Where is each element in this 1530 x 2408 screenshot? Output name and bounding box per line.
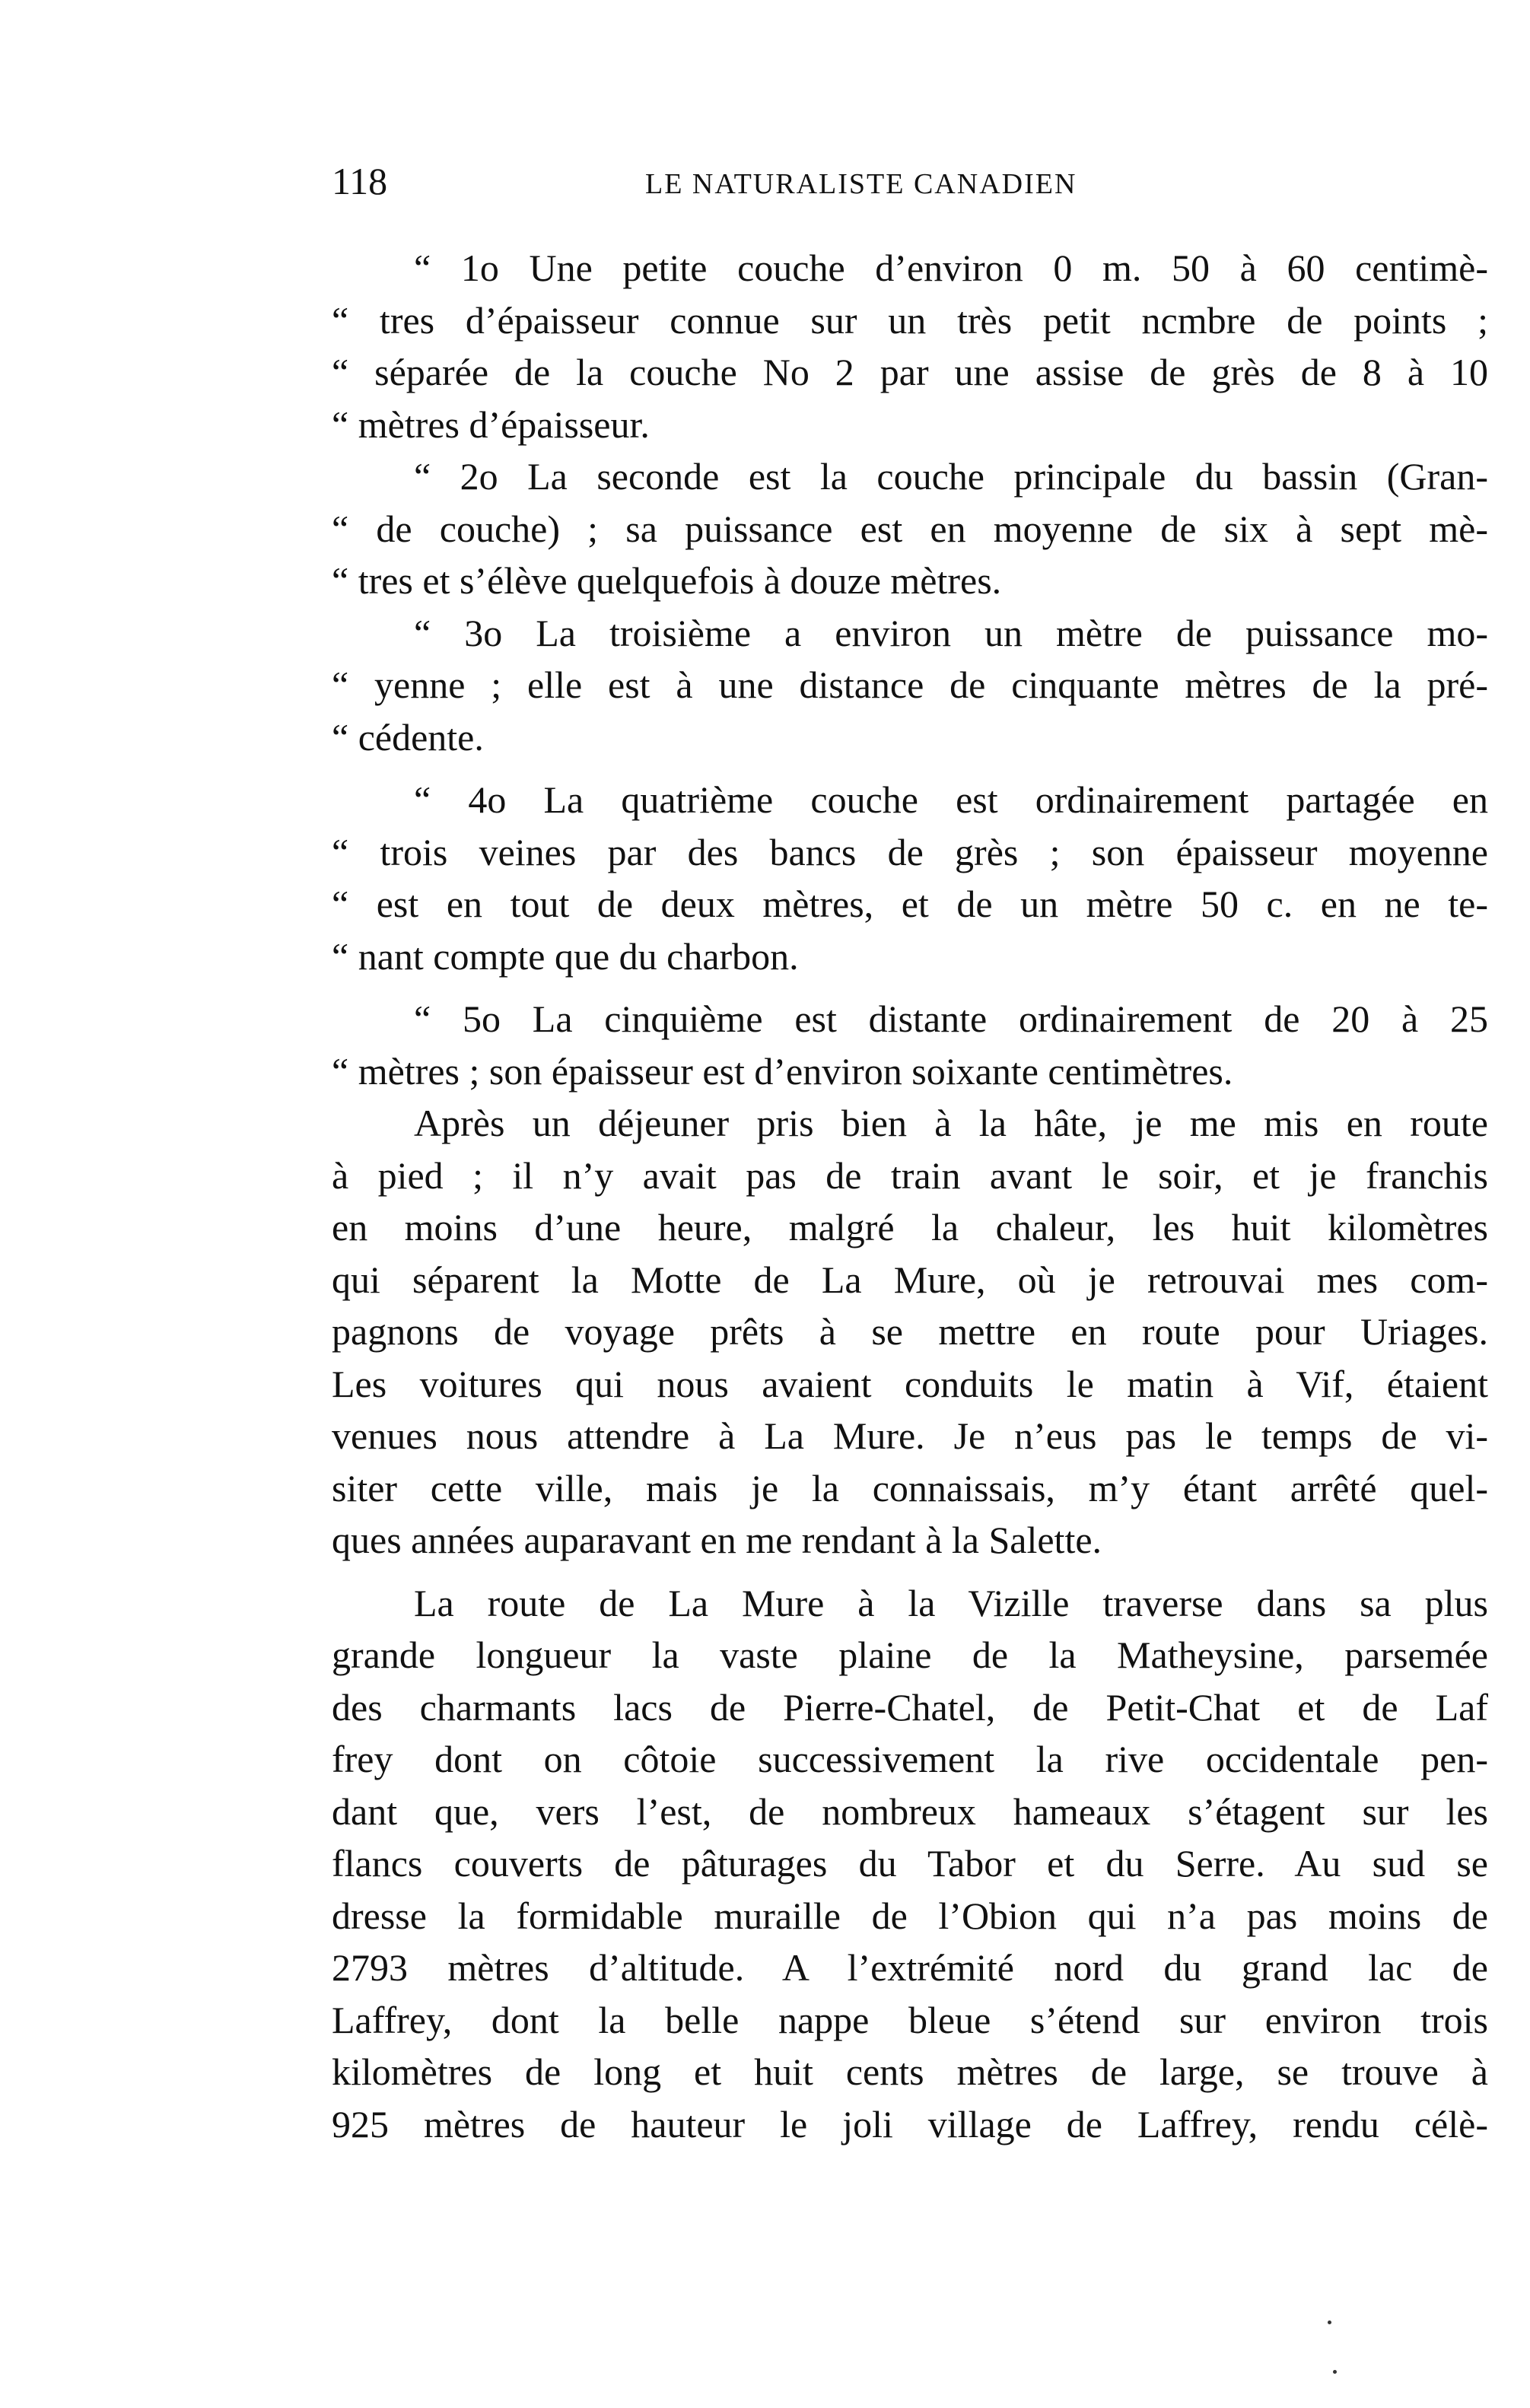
running-head [332,158,1473,204]
text-line: “ tres d’épaisseur connue sur un très petit ncmbre de points ; [332,298,1488,342]
text-line: La route de La Mure à la Vizille traverse dans sa plus [414,1581,1488,1624]
text-line: kilomètres de long et huit cents mètres de large, se trouve à [332,2050,1488,2093]
text-line: “ 4o La quatrième couche est ordinairement partagée en [414,778,1488,821]
text-line: qui séparent la Motte de La Mure, où je retrouvai mes com- [332,1258,1488,1301]
text-line: “ nant compte que du charbon. [332,934,799,978]
text-line: des charmants lacs de Pierre-Chatel, de Petit-Chat et de Laf [332,1685,1488,1729]
text-line: 2793 mètres d’altitude. A l’extrémité nord du grand lac de [332,1946,1488,1989]
text-line: “ 3o La troisième a environ un mètre de puissance mo- [414,611,1488,654]
text-line: “ trois veines par des bancs de grès ; son épaisseur moyenne [332,830,1488,873]
text-line: venues nous attendre à La Mure. Je n’eus pas le temps de vi- [332,1414,1488,1457]
text-line: dant que, vers l’est, de nombreux hameaux s’étagent sur les [332,1789,1488,1833]
journal-title: LE NATURALISTE CANADIEN [645,168,1077,200]
text-line: “ mètres ; son épaisseur est d’environ soixante centimètres. [332,1049,1233,1093]
scan-speck [1328,2321,1331,2324]
text-line: “ séparée de la couche No 2 par une assise de grès de 8 à 10 [332,351,1488,393]
text-line: Les voitures qui nous avaient conduits le matin à Vif, étaient [332,1362,1488,1405]
text-line: “ yenne ; elle est à une distance de cinquante mètres de la pré- [332,663,1488,706]
text-line: en moins d’une heure, malgré la chaleur, les huit kilomètres [332,1206,1488,1249]
text-line: siter cette ville, mais je la connaissais, m’y étant arrêté quel- [332,1466,1488,1509]
scan-speck [1333,2370,1337,2374]
body-text [332,242,1488,2150]
text-line: frey dont on côtoie successivement la rive occidentale pen- [332,1738,1488,1780]
text-line: 925 mètres de hauteur le joli village de Laffrey, rendu célè- [332,2102,1488,2146]
text-line: “ 1o Une petite couche d’environ 0 m. 50 à 60 centimè- [414,247,1488,289]
text-line: “ est en tout de deux mètres, et de un mètre 50 c. en ne te- [332,883,1488,925]
text-line: “ de couche) ; sa puissance est en moyenne de six à sept mè- [332,507,1488,550]
text-line: grande longueur la vaste plaine de la Matheysine, parsemée [332,1633,1488,1676]
text-line: Après un déjeuner pris bien à la hâte, je me mis en route [414,1102,1488,1144]
page-number: 118 [332,160,388,202]
text-line: ques années auparavant en me rendant à la Salette. [332,1519,1102,1561]
text-line: “ 5o La cinquième est distante ordinairement de 20 à 25 [414,997,1488,1040]
text-line: à pied ; il n’y avait pas de train avant le soir, et je franchis [332,1153,1488,1197]
text-line: “ 2o La seconde est la couche principale du bassin (Gran- [414,455,1488,498]
text-line: “ cédente. [332,715,484,759]
text-line: “ mètres d’épaisseur. [332,402,650,446]
text-line: pagnons de voyage prêts à se mettre en route pour Uriages. [332,1310,1488,1353]
text-line: “ tres et s’élève quelquefois à douze mètres. [332,559,1002,602]
text-line: dresse la formidable muraille de l’Obion qui n’a pas moins de [332,1894,1488,1937]
text-line: Laffrey, dont la belle nappe bleue s’étend sur environ trois [332,1998,1488,2041]
text-line: flancs couverts de pâturages du Tabor et du Serre. Au sud se [332,1842,1488,1885]
